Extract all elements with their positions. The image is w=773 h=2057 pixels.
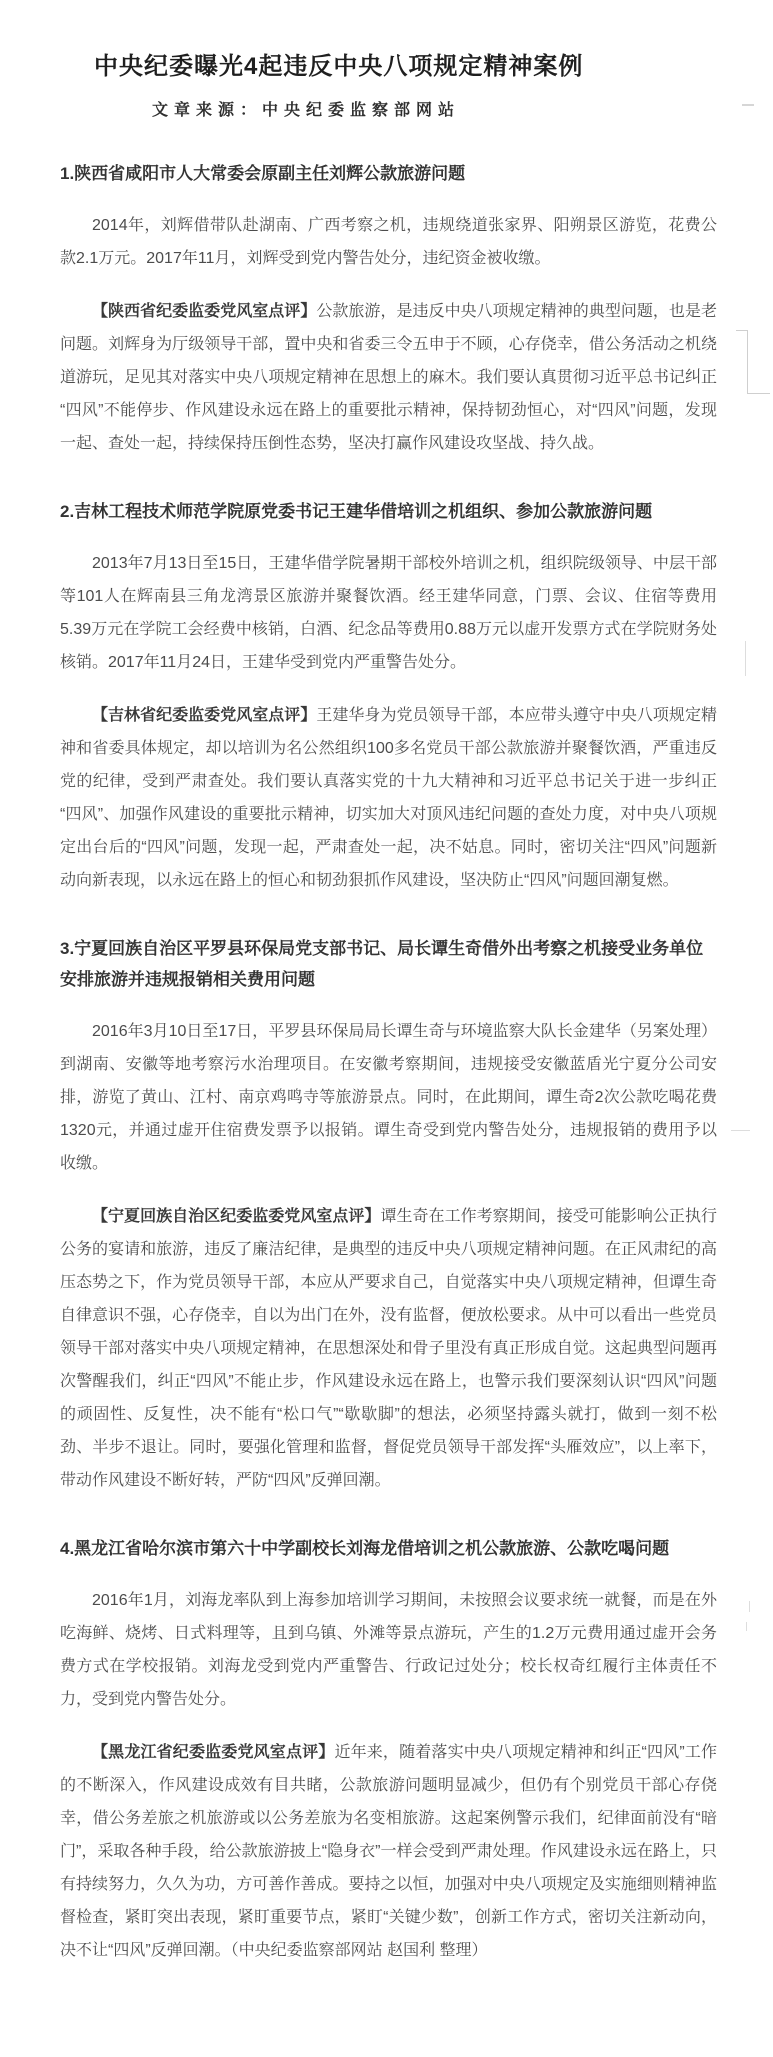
case-body: 2016年1月，刘海龙率队到上海参加培训学习期间，未按照会议要求统一就餐，而是在外吃海鲜、烧烤、日式料理等，且到乌镇、外滩等景点游玩，产生的1.2万元费用通过虚开会务费方式在学校报销。刘海龙受到党内严重警告、行政记过处分；校长权奇红履行主体责任不力，受到党内警告处分。	[60, 1592, 717, 1708]
case-section-2	[60, 496, 717, 897]
case-body: 2014年，刘辉借带队赴湖南、广西考察之机，违规绕道张家界、阳朔景区游览，花费公款2.1万元。2017年11月，刘辉受到党内警告处分，违纪资金被收缴。	[60, 217, 717, 267]
case-heading: 1.陕西省咸阳市人大常委会原副主任刘辉公款旅游问题	[60, 164, 466, 183]
page-edge-artifact	[747, 393, 770, 394]
case-comment	[60, 699, 717, 897]
comment-text: 王建华身为党员领导干部，本应带头遵守中央八项规定精神和省委具体规定，却以培训为名公然组织100多名党员干部公款旅游并聚餐饮酒，严重违反党的纪律，受到严肃查处。我们要认真落实党的十九大精神和习近平总书记关于进一步纠正“四风”、加强作风建设的重要批示精神，切实加大对顶风违纪问题的查处力度，对中央八项规定出台后的“四风”问题，发现一起，严肃查处一起，决不姑息。同时，密切关注“四风”问题新动向新表现，以永远在路上的恒心和韧劲狠抓作风建设，坚决防止“四风”问题回潮复燃。	[60, 707, 717, 889]
page-edge-artifact	[746, 1622, 747, 1631]
case-heading: 4.黑龙江省哈尔滨市第六十中学副校长刘海龙借培训之机公款旅游、公款吃喝问题	[60, 1539, 670, 1558]
case-heading: 3.宁夏回族自治区平罗县环保局党支部书记、局长谭生奇借外出考察之机接受业务单位安排旅游并违规报销相关费用问题	[60, 939, 704, 989]
comment-text: 公款旅游，是违反中央八项规定精神的典型问题，也是老问题。刘辉身为厅级领导干部，置中央和省委三令五申于不顾，心存侥幸，借公务活动之机绕道游玩，足见其对落实中央八项规定精神在思想上的麻木。我们要认真贯彻习近平总书记纠正“四风”不能停步、作风建设永远在路上的重要批示精神，保持韧劲恒心，对“四风”问题，发现一起、查处一起，持续保持压倒性态势，坚决打赢作风建设攻坚战、持久战。	[60, 303, 717, 452]
page-edge-artifact	[745, 641, 746, 676]
case-section-3	[60, 933, 717, 1497]
comment-text: 谭生奇在工作考察期间，接受可能影响公正执行公务的宴请和旅游，违反了廉洁纪律，是典型的违反中央八项规定精神问题。在正风肃纪的高压态势之下，作为党员领导干部，本应从严要求自己，自觉落实中央八项规定精神，但谭生奇自律意识不强，心存侥幸，自以为出门在外，没有监督，便放松要求。从中可以看出一些党员领导干部对落实中央八项规定精神，在思想深处和骨子里没有真正形成自觉。这起典型问题再次警醒我们，纠正“四风”不能止步，作风建设永远在路上，也警示我们要深刻认识“四风”问题的顽固性、反复性，决不能有“松口气”“歇歇脚”的想法，必须坚持露头就打，做到一刻不松劲、半步不退让。同时，要强化管理和监督，督促党员领导干部发挥“头雁效应”，以上率下，带动作风建设不断好转，严防“四风”反弹回潮。	[60, 1208, 717, 1489]
comment-label: 【吉林省纪委监委党风室点评】	[92, 707, 317, 724]
comment-label: 【宁夏回族自治区纪委监委党风室点评】	[92, 1208, 381, 1225]
case-body: 2016年3月10日至17日，平罗县环保局局长谭生奇与环境监察大队长金建华（另案处理）到湖南、安徽等地考察污水治理项目。在安徽考察期间，违规接受安徽蓝盾光宁夏分公司安排，游览了黄山、江村、南京鸡鸣寺等旅游景点。同时，在此期间，谭生奇2次公款吃喝花费1320元，并通过虚开住宿费发票予以报销。谭生奇受到党内警告处分，违规报销的费用予以收缴。	[60, 1023, 717, 1172]
case-comment	[60, 295, 717, 460]
case-comment	[60, 1736, 717, 1967]
case-section-1	[60, 158, 717, 460]
comment-text: 近年来，随着落实中央八项规定精神和纠正“四风”工作的不断深入，作风建设成效有目共睹，公款旅游问题明显减少，但仍有个别党员干部心存侥幸，借公务差旅之机旅游或以公务差旅为名变相旅游。这起案例警示我们，纪律面前没有“暗门”，采取各种手段，给公款旅游披上“隐身衣”一样会受到严肃处理。作风建设永远在路上，只有持续努力，久久为功，方可善作善成。要持之以恒，加强对中央八项规定及实施细则精神监督检查，紧盯突出表现，紧盯重要节点，紧盯“关键少数”，创新工作方式，密切关注新动向，决不让“四风”反弹回潮。（中央纪委监察部网站 赵国利 整理）	[60, 1744, 717, 1959]
case-heading: 2.吉林工程技术师范学院原党委书记王建华借培训之机组织、参加公款旅游问题	[60, 502, 653, 521]
case-comment	[60, 1200, 717, 1497]
comment-label: 【陕西省纪委监委党风室点评】	[92, 303, 317, 320]
page-edge-artifact	[749, 1601, 750, 1612]
comment-label: 【黑龙江省纪委监委党风室点评】	[92, 1744, 335, 1761]
page-edge-artifact	[731, 1130, 750, 1131]
case-section-4	[60, 1533, 717, 1967]
page-edge-artifact	[747, 330, 748, 394]
article-source: 文章来源：中央纪委监察部网站	[152, 100, 461, 119]
case-body: 2013年7月13日至15日，王建华借学院暑期干部校外培训之机，组织院级领导、中层干部等101人在辉南县三角龙湾景区旅游并聚餐饮酒。经王建华同意，门票、会议、住宿等费用5.39万元在学院工会经费中核销，白酒、纪念品等费用0.88万元以虚开发票方式在学院财务处核销。2017年11月24日，王建华受到党内严重警告处分。	[60, 555, 717, 671]
page-title: 中央纪委曝光4起违反中央八项规定精神案例	[94, 53, 584, 80]
page-edge-artifact	[742, 104, 754, 106]
